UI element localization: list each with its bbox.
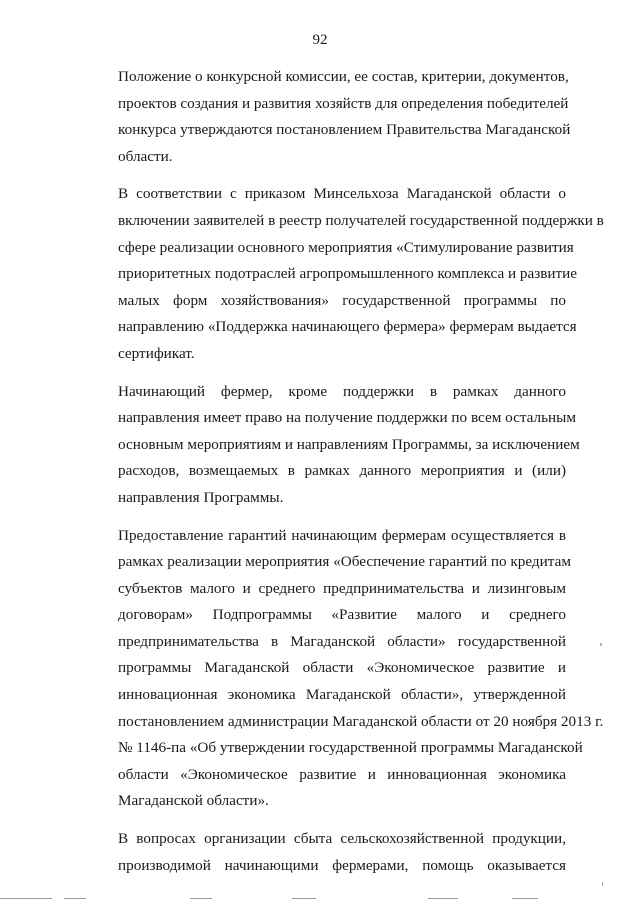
text-line: производимой начинающими фермерами, помощь оказывается <box>118 856 566 874</box>
text-line: направления имеет право на получение поддержки по всем остальным <box>118 409 576 427</box>
scan-edge-line <box>512 898 538 899</box>
text-line: направлению «Поддержка начинающего фермера» фермерам выдается <box>118 318 577 336</box>
scan-edge-line <box>190 898 212 899</box>
text-line: инновационная экономика Магаданской области», утвержденной <box>118 686 566 704</box>
scan-edge-line <box>428 898 458 899</box>
text-line: малых форм хозяйствования» государственной программы по <box>118 291 566 309</box>
text-line: Начинающий фермер, кроме поддержки в рамках данного <box>118 382 566 400</box>
text-line: проектов создания и развития хозяйств для определения победителей <box>118 94 569 112</box>
text-line: включении заявителей в реестр получателей государственной поддержки в <box>118 211 604 229</box>
scan-edge-line <box>0 898 52 899</box>
scan-speck <box>602 882 603 886</box>
document-body <box>86 64 604 890</box>
text-line: приоритетных подотраслей агропромышленного комплекса и развитие <box>118 265 578 283</box>
text-line: сертификат. <box>118 344 195 362</box>
text-line: рамках реализации мероприятия «Обеспечение гарантий по кредитам <box>118 553 571 571</box>
text-line: В вопросах организации сбыта сельскохозяйственной продукции, <box>118 830 566 848</box>
text-line: Положение о конкурсной комиссии, ее состав, критерии, документов, <box>118 68 569 85</box>
text-line: расходов, возмещаемых в рамках данного мероприятия и (или) <box>118 462 566 480</box>
text-line: № 1146-па «Об утверждении государственной программы Магаданской <box>118 739 583 757</box>
scan-edge-line <box>292 898 316 899</box>
paragraph-sales-organization <box>86 826 566 879</box>
text-line: Предоставление гарантий начинающим фермерам осуществляется в <box>118 526 566 544</box>
text-line: области. <box>118 147 173 165</box>
text-line: направления Программы. <box>118 488 284 506</box>
text-line: предпринимательства в Магаданской области» государственной <box>118 632 566 650</box>
text-line: области «Экономическое развитие и инновационная экономика <box>118 765 566 783</box>
scan-speck <box>600 643 602 646</box>
paragraph-guarantees <box>86 523 604 816</box>
text-line: постановлением администрации Магаданской области от 20 ноября 2013 г. <box>118 712 604 730</box>
text-line: В соответствии с приказом Минсельхоза Магаданской области о <box>118 185 566 203</box>
text-line: субъектов малого и среднего предпринимательства и лизинговым <box>118 579 566 597</box>
paragraph-certificate <box>86 181 604 367</box>
text-line: конкурса утверждаются постановлением Правительства Магаданской <box>118 121 571 139</box>
text-line: программы Магаданской области «Экономическое развитие и <box>118 659 566 677</box>
paragraph-novice-farmer-support <box>86 379 580 512</box>
text-line: основным мероприятиям и направлениям Программы, за исключением <box>118 435 580 453</box>
page-number: 92 <box>312 32 328 48</box>
paragraph-competition-commission <box>86 64 571 170</box>
text-line: сфере реализации основного мероприятия «Стимулирование развития <box>118 238 574 256</box>
text-line: договорам» Подпрограммы «Развитие малого и среднего <box>118 606 566 624</box>
text-line: Магаданской области». <box>118 792 269 810</box>
scan-edge-line <box>64 898 86 899</box>
